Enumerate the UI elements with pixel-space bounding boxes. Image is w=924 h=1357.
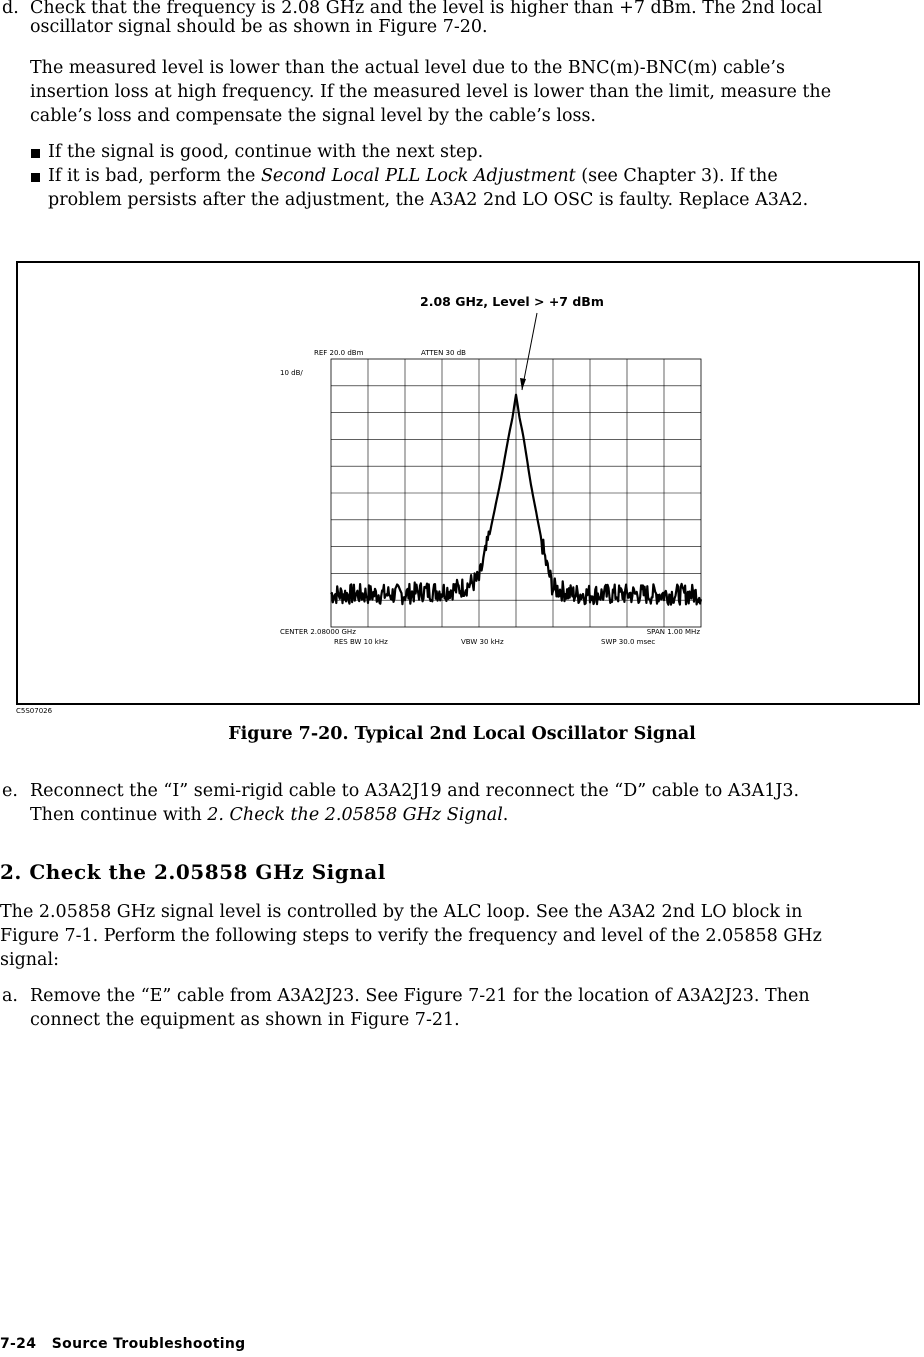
figure-caption: Figure 7-20. Typical 2nd Local Oscillator Signal bbox=[228, 724, 696, 744]
step-a-line-1: Remove the “E” cable from A3A2J23. See Figure 7-21 for the location of A3A2J23. Then bbox=[30, 986, 810, 1006]
step-a-line-2: connect the equipment as shown in Figure 7-21. bbox=[30, 1010, 460, 1030]
span-label: SPAN 1.00 MHz bbox=[646, 628, 700, 636]
bullet-bad: If it is bad, perform the Second Local PLL Lock Adjustment (see Chapter 3). If the bbox=[48, 166, 778, 186]
step-d-line-1: Check that the frequency is 2.08 GHz and the level is higher than +7 dBm. The 2nd local bbox=[30, 0, 823, 18]
bullet-good: If the signal is good, continue with the next step. bbox=[48, 142, 484, 162]
atten-label: ATTEN 30 dB bbox=[421, 349, 466, 357]
section-line-3: signal: bbox=[0, 950, 59, 970]
adjustment-reference: Second Local PLL Lock Adjustment bbox=[260, 166, 576, 186]
section-line-2: Figure 7-1. Perform the following steps to verify the frequency and level of the 2.05858 GHz bbox=[0, 926, 822, 946]
sweep-label: SWP 30.0 msec bbox=[601, 638, 656, 646]
section-reference: 2. Check the 2.05858 GHz Signal bbox=[207, 805, 503, 825]
scale-label: 10 dB/ bbox=[280, 369, 303, 377]
annotation-arrow-head bbox=[520, 378, 526, 390]
section-line-1: The 2.05858 GHz signal level is controlled by the ALC loop. See the A3A2 2nd LO block in bbox=[0, 902, 803, 922]
step-e-line-1: Reconnect the “I” semi-rigid cable to A3A2J19 and reconnect the “D” cable to A3A1J3. bbox=[30, 781, 800, 801]
annotation-arrow-line bbox=[522, 313, 537, 390]
footer-section: Source Troubleshooting bbox=[51, 1336, 246, 1352]
rbw-label: RES BW 10 kHz bbox=[334, 638, 388, 646]
step-d-letter: d. bbox=[2, 0, 19, 18]
step-a-letter: a. bbox=[2, 986, 18, 1006]
bullet-icon bbox=[31, 149, 40, 158]
note-paragraph-line-2: insertion loss at high frequency. If the measured level is lower than the limit, measure the bbox=[30, 82, 832, 102]
annotation-label: 2.08 GHz, Level > +7 dBm bbox=[420, 294, 604, 309]
ref-level-label: REF 20.0 dBm bbox=[314, 349, 364, 357]
bullet-bad-line-2: problem persists after the adjustment, the A3A2 2nd LO OSC is faulty. Replace A3A2. bbox=[48, 190, 809, 210]
note-paragraph-line-3: cable’s loss and compensate the signal level by the cable’s loss. bbox=[30, 106, 596, 126]
figure-id: C5S07026 bbox=[16, 707, 53, 715]
step-d-line-2: oscillator signal should be as shown in Figure 7-20. bbox=[30, 17, 488, 37]
bullet-icon bbox=[31, 173, 40, 182]
vbw-label: VBW 30 kHz bbox=[461, 638, 504, 646]
figure-frame bbox=[16, 261, 920, 705]
step-e-letter: e. bbox=[2, 781, 18, 801]
step-e-line-2: Then continue with 2. Check the 2.05858 GHz Signal. bbox=[30, 805, 509, 825]
section-heading: 2. Check the 2.05858 GHz Signal bbox=[0, 860, 386, 884]
spectrum-chart bbox=[18, 263, 918, 703]
page-footer bbox=[0, 1336, 245, 1352]
page-number: 7-24 bbox=[0, 1336, 37, 1352]
center-freq-label: CENTER 2.08000 GHz bbox=[280, 628, 356, 636]
note-paragraph-line-1: The measured level is lower than the actual level due to the BNC(m)-BNC(m) cable’s bbox=[30, 58, 785, 78]
